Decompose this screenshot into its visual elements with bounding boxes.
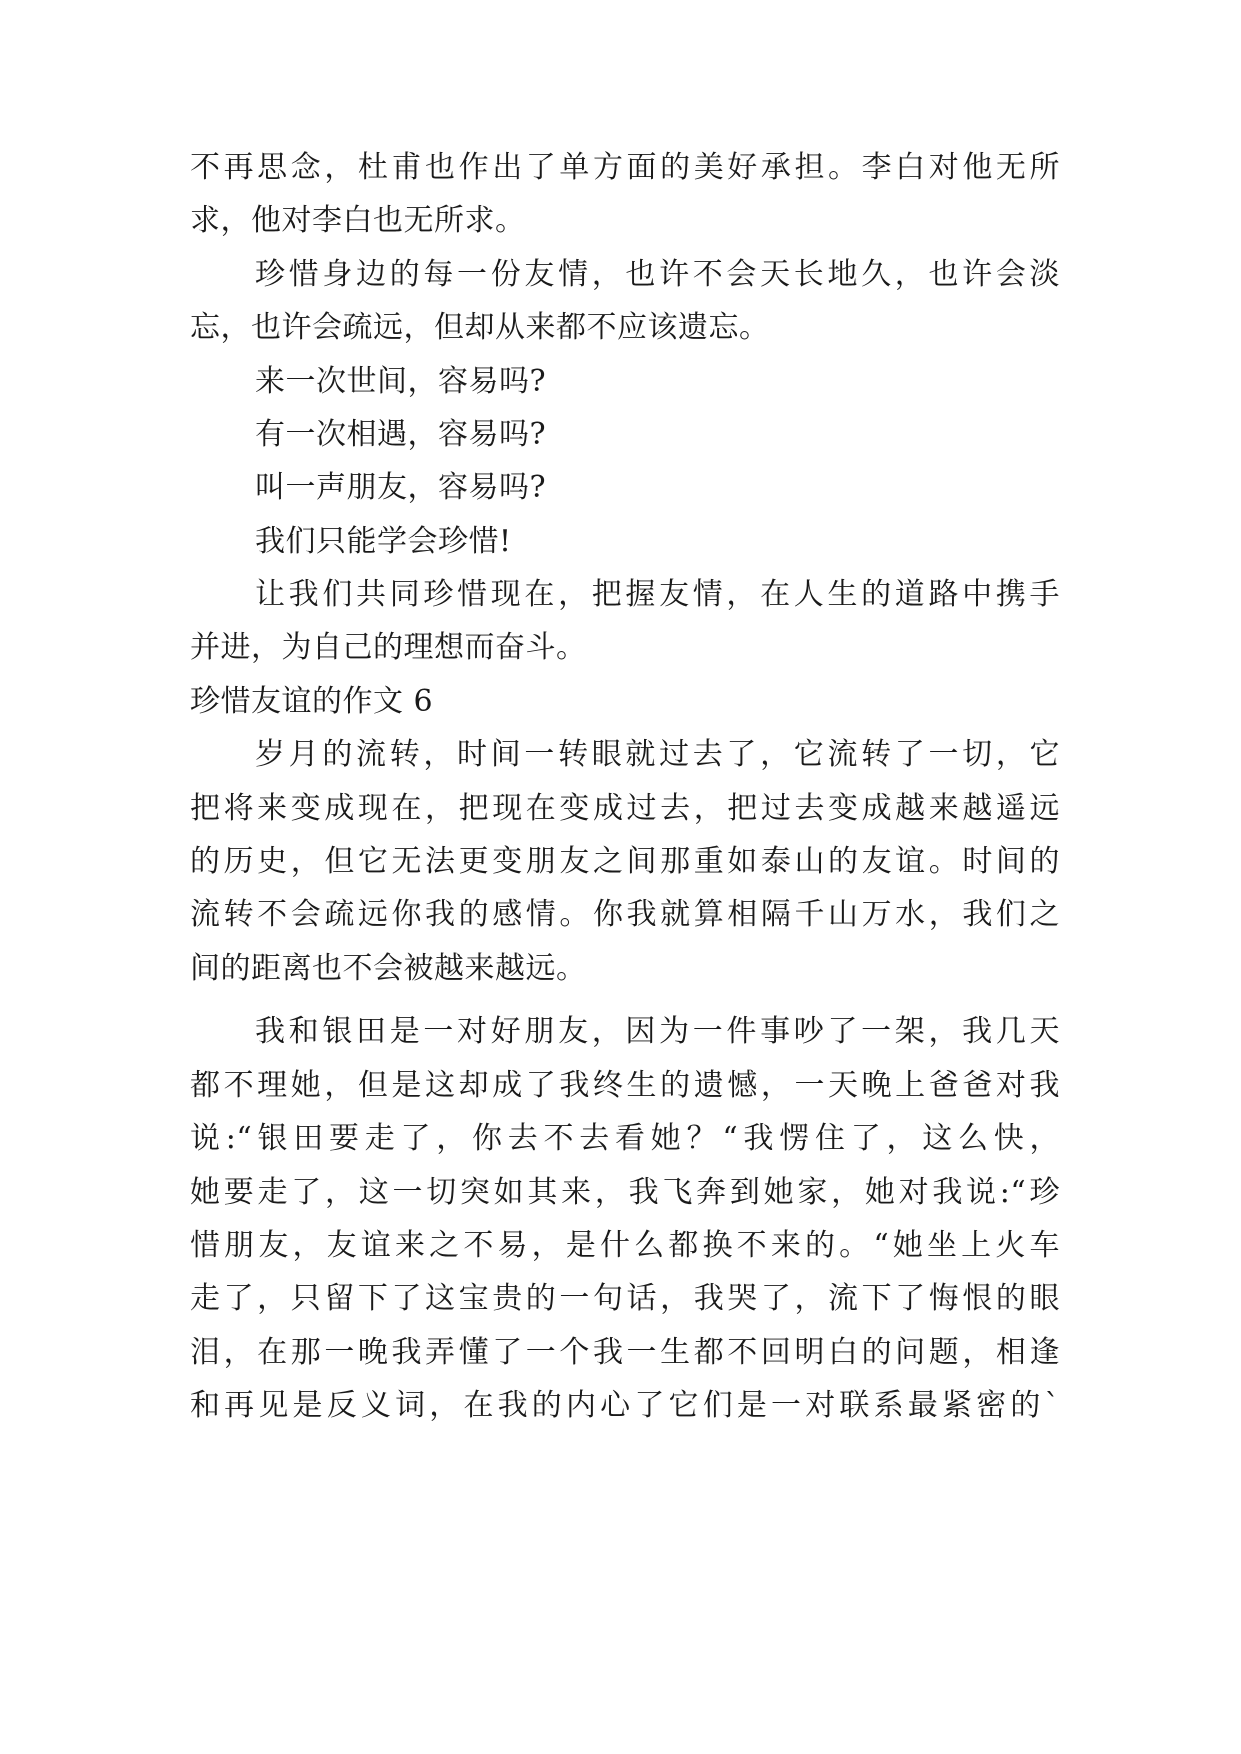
paragraph-line: 我和银田是一对好朋友，因为一件事吵了一架，我几天 (255, 1014, 1060, 1049)
paragraph-line: 把将来变成现在，把现在变成过去，把过去变成越来越遥远 (190, 791, 1060, 826)
paragraph-line: 并进，为自己的理想而奋斗。 (190, 630, 587, 665)
paragraph-line: 她要走了，这一切突如其来，我飞奔到她家，她对我说:“珍 (190, 1175, 1060, 1210)
paragraph-line: 和再见是反义词，在我的内心了它们是一对联系最紧密的` (190, 1388, 1060, 1423)
paragraph-line: 求，他对李白也无所求。 (190, 203, 526, 238)
paragraph-line: 的历史，但它无法更变朋友之间那重如泰山的友谊。时间的 (190, 844, 1060, 879)
paragraph-line: 有一次相遇，容易吗? (255, 417, 547, 452)
paragraph-line: 惜朋友，友谊来之不易，是什么都换不来的。“她坐上火车 (190, 1228, 1060, 1263)
section-heading: 珍惜友谊的作文 6 (190, 684, 434, 719)
paragraph-line: 间的距离也不会被越来越远。 (190, 951, 587, 986)
paragraph-line: 岁月的流转，时间一转眼就过去了，它流转了一切，它 (255, 737, 1060, 772)
paragraph-line: 叫一声朋友，容易吗? (255, 470, 547, 505)
paragraph-line: 忘，也许会疏远，但却从来都不应该遗忘。 (190, 310, 770, 345)
paragraph-line: 都不理她，但是这却成了我终生的遗憾，一天晚上爸爸对我 (190, 1068, 1060, 1103)
paragraph-line: 珍惜身边的每一份友情，也许不会天长地久，也许会淡 (255, 257, 1060, 292)
paragraph-line: 我们只能学会珍惜! (255, 524, 512, 559)
paragraph-line: 说:“银田要走了，你去不去看她？“我愣住了，这么快， (190, 1121, 1060, 1156)
paragraph-line: 泪，在那一晚我弄懂了一个我一生都不回明白的问题，相逢 (190, 1335, 1060, 1370)
paragraph-line: 走了，只留下了这宝贵的一句话，我哭了，流下了悔恨的眼 (190, 1281, 1060, 1316)
paragraph-line: 让我们共同珍惜现在，把握友情，在人生的道路中携手 (255, 577, 1060, 612)
paragraph-line: 流转不会疏远你我的感情。你我就算相隔千山万水，我们之 (190, 897, 1060, 932)
paragraph-line: 不再思念，杜甫也作出了单方面的美好承担。李白对他无所 (190, 150, 1060, 185)
paragraph-line: 来一次世间，容易吗? (255, 364, 547, 399)
